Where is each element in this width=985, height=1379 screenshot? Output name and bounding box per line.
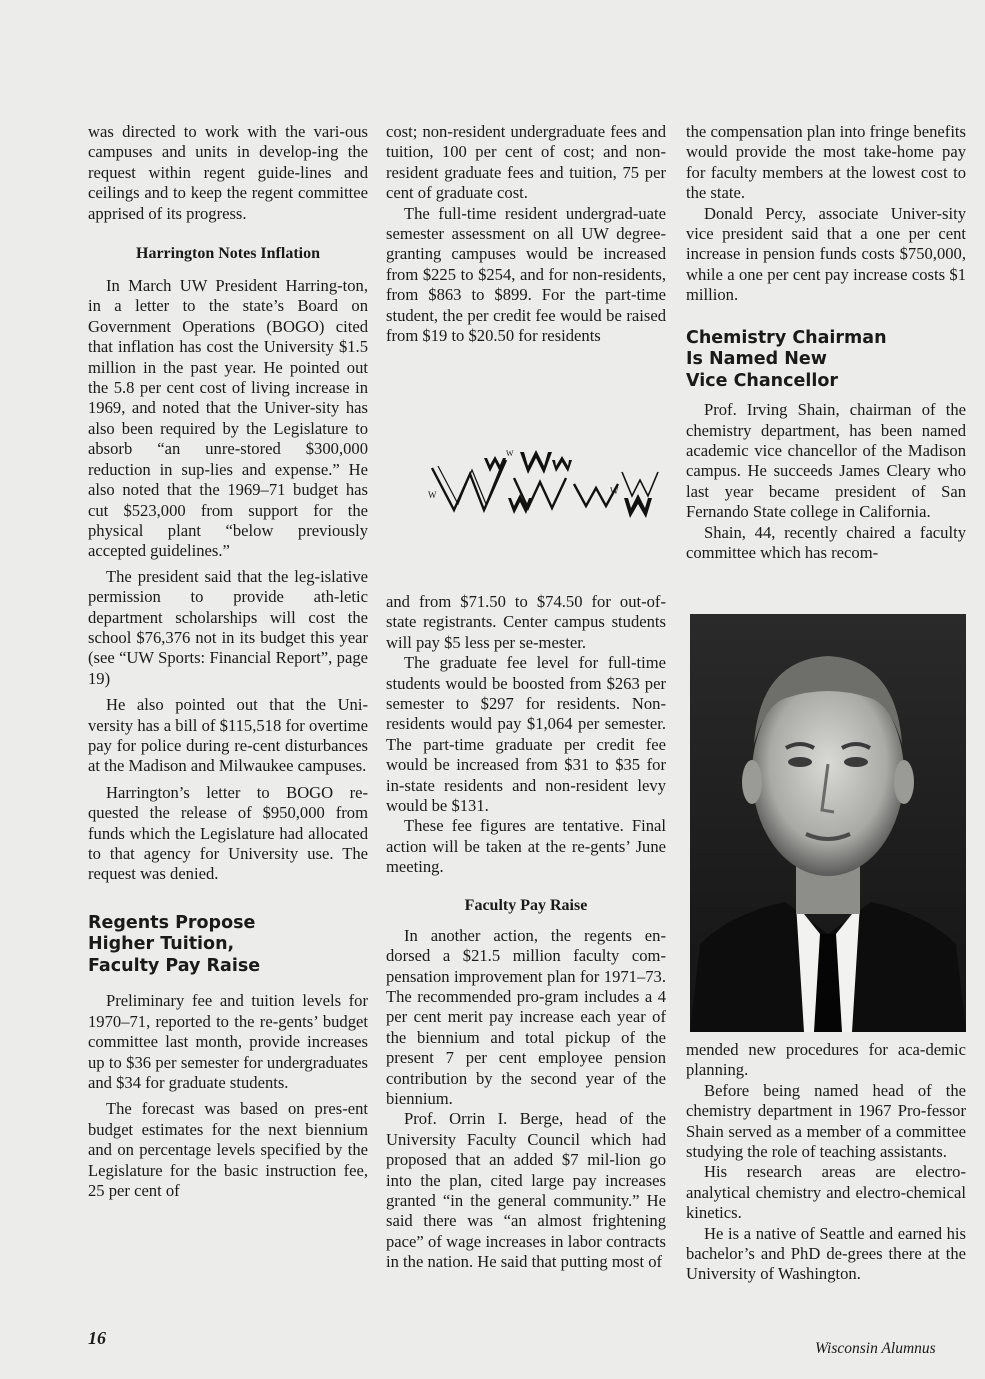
headline-line: Faculty Pay Raise (88, 955, 261, 976)
paragraph: These fee figures are tentative. Final action will be taken at the re-gents’ June meeting. (386, 816, 666, 877)
paragraph: He is a native of Seattle and earned his bachelor’s and PhD de-grees there at the University of Washington. (686, 1223, 966, 1284)
svg-text:W: W (506, 449, 514, 458)
paragraph: Shain, 44, recently chaired a faculty committee which has recom- (686, 522, 966, 562)
paragraph: The president said that the leg-islative permission to provide ath-letic department scholarships will cost the school $76,376 not in its budget this year (see “UW Sports: Financial Report”, page 19) (88, 566, 368, 688)
headline-line: Vice Chancellor (686, 370, 839, 391)
column-2 (386, 122, 666, 346)
paragraph: Prof. Orrin I. Berge, head of the University Faculty Council which had proposed that an added $7 mil-lion go into the plan, cited large pay increases granted “in the general community.” He said there was “an almost frightening pace” of wage increases in labor contracts in the nation. He said that putting most of (386, 1109, 666, 1272)
headline-chemistry (686, 328, 966, 393)
paragraph: The graduate fee level for full-time students would be boosted from $263 per semester to $297 for residents. Non-residents would pay $1,064 per semester. The part-time graduate per credit fee would be increased from $31 to $35 for in-state residents and non-resident levy would be $131. (386, 653, 666, 816)
wisconsin-w-logo-icon (424, 438, 664, 524)
svg-text:W: W (610, 486, 619, 496)
paragraph: Prof. Irving Shain, chairman of the chemistry department, has been named academic vice chancellor of the Madison campus. He succeeds James Cleary who last year became president of San Fernando State college in California. (686, 400, 966, 522)
paragraph: Harrington’s letter to BOGO re-quested the release of $950,000 from funds which the Legislature had allocated to that agency for University use. The request was denied. (88, 782, 368, 884)
paragraph: Before being named head of the chemistry department in 1967 Pro-fessor Shain served as a member of a committee studying the role of teaching assistants. (686, 1080, 966, 1162)
paragraph: The forecast was based on pres-ent budget estimates for the next biennium and on percentage levels specified by the Legislature for the basic instruction fee, 25 per cent of (88, 1099, 368, 1200)
column-3-continued (686, 1040, 966, 1285)
paragraph: cost; non-resident undergraduate fees and tuition, 100 per cent of cost; and non-resident graduate fees and tuition, 75 per cent of graduate cost. (386, 122, 666, 203)
headline-regents (88, 913, 368, 978)
portrait-photo-icon (690, 614, 966, 1032)
paragraph: was directed to work with the vari-ous campuses and units in develop-ing the request within regent guide-lines and ceilings and to keep the regent committee apprised of its progress. (88, 122, 368, 223)
subheading-faculty-pay: Faculty Pay Raise (464, 896, 588, 914)
headline-line: Higher Tuition, (88, 934, 235, 955)
headline-line: Is Named New (686, 349, 827, 370)
column-2-continued (386, 592, 666, 1273)
paragraph: and from $71.50 to $74.50 for out-of-state registrants. Center campus students will pay $5 less per se-mester. (386, 592, 666, 652)
paragraph: He also pointed out that the Uni-versity has a bill of $115,518 for overtime pay for police during re-cent disturbances at the Madison and Milwaukee campuses. (88, 695, 368, 776)
column-1 (88, 122, 368, 1201)
headline-line: Chemistry Chairman (686, 327, 887, 348)
paragraph: His research areas are electro-analytical chemistry and electro-chemical kinetics. (686, 1162, 966, 1223)
paragraph: In another action, the regents en-dorsed a $21.5 million faculty com-pensation improvement plan for 1971–73. The recommended pro-gram includes a 4 per cent merit pay increase each year of the biennium and total pickup of the present 7 per cent employee pension contribution by the second year of the biennium. (386, 925, 666, 1108)
paragraph: The full-time resident undergrad-uate semester assessment on all UW degree-granting campuses would be increased from $225 to $254, and for non-residents, from $863 to $899. For the part-time student, the per credit fee would be raised from $19 to $20.50 for residents (386, 203, 666, 346)
paragraph: Preliminary fee and tuition levels for 1970–71, reported to the re-gents’ budget committee last month, provide increases up to $36 per semester for undergraduates and $34 for graduate students. (88, 991, 368, 1092)
paragraph: Donald Percy, associate Univer-sity vice president said that a one per cent increase in pension funds costs $750,000, while a one per cent pay increase costs $1 million. (686, 203, 966, 305)
headline-line: Regents Propose (88, 912, 256, 933)
paragraph: In March UW President Harring-ton, in a letter to the state’s Board on Government Operations (BOGO) cited that inflation has cost the University $1.5 million in the past year. He pointed out the 5.8 per cent cost of living increase in 1969, and noted that the Univer-sity has also been required by the Legislature to absorb “an unre-stored $300,000 reduction in sup-lies and expense.” He also noted that the 1969–71 budget has cut $523,000 from support for the physical plant “below previously accepted guidelines.” (88, 276, 368, 561)
page-number: 16 (88, 1328, 106, 1348)
subheading-harrington: Harrington Notes Inflation (136, 245, 320, 263)
column-3 (686, 122, 966, 563)
magazine-title: Wisconsin Alumnus (815, 1340, 936, 1357)
paragraph: mended new procedures for aca-demic planning. (686, 1040, 966, 1080)
paragraph: the compensation plan into fringe benefits would provide the most take-home pay for faculty members at the lowest cost to the state. (686, 122, 966, 203)
svg-text:W: W (428, 490, 437, 500)
